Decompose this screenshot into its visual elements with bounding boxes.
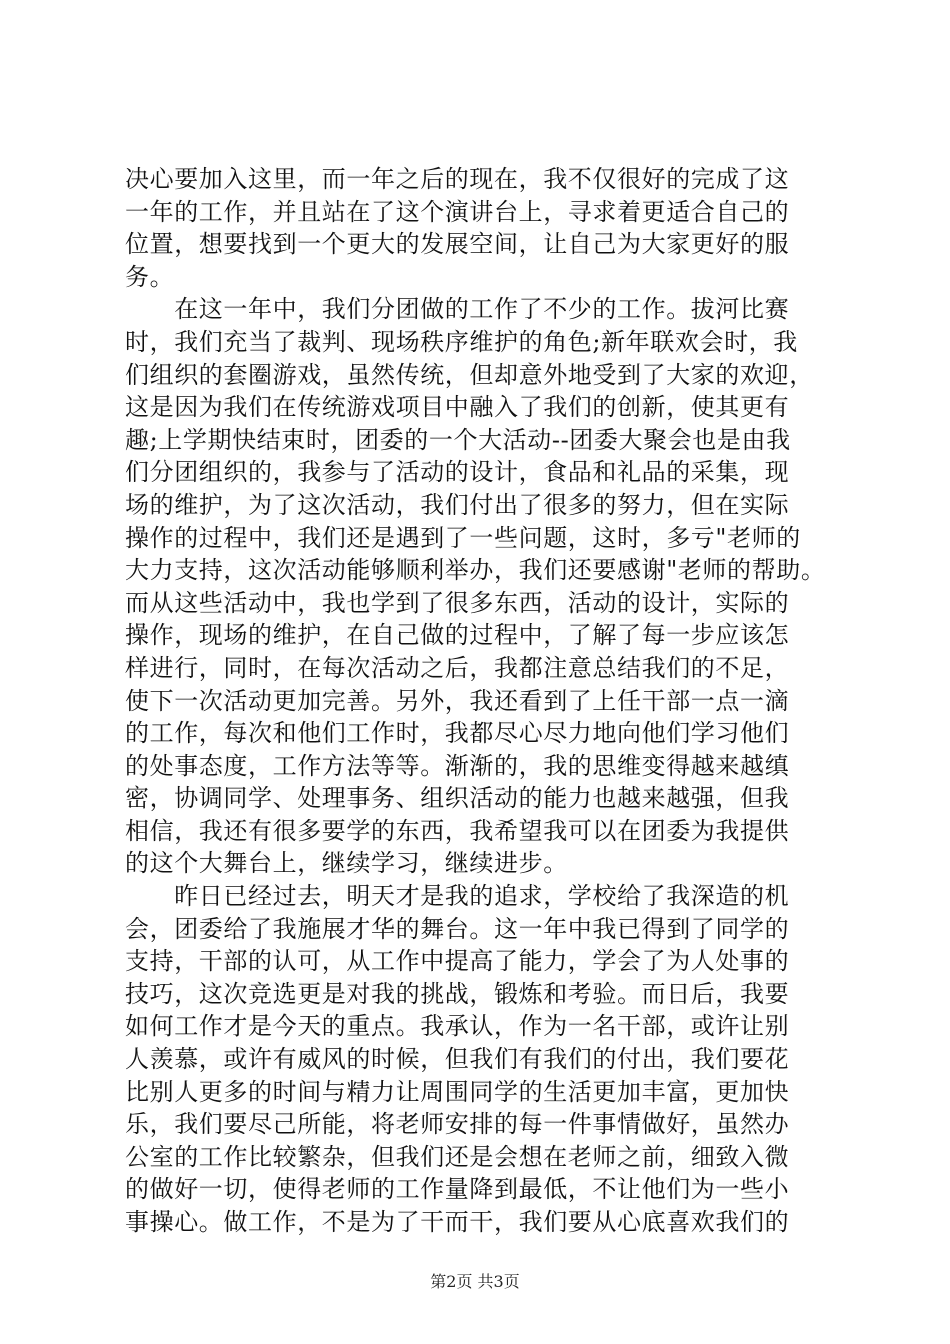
text-line: 操作，现场的维护，在自己做的过程中，了解了每一步应该怎 bbox=[125, 621, 790, 650]
text-line: 会，团委给了我施展才华的舞台。这一年中我已得到了同学的 bbox=[125, 914, 790, 943]
text-line: 在这一年中，我们分团做的工作了不少的工作。拔河比赛 bbox=[125, 295, 790, 324]
text-line: 的做好一切，使得老师的工作量降到最低，不让他们为一些小 bbox=[125, 1175, 790, 1204]
text-line: 们分团组织的，我参与了活动的设计，食品和礼品的采集，现 bbox=[125, 458, 790, 487]
text-line: 支持，干部的认可，从工作中提高了能力，学会了为人处事的 bbox=[125, 947, 790, 976]
text-line: 场的维护，为了这次活动，我们付出了很多的努力，但在实际 bbox=[125, 490, 790, 519]
text-line: 决心要加入这里，而一年之后的现在，我不仅很好的完成了这 bbox=[125, 165, 790, 193]
text-line: 技巧，这次竞选更是对我的挑战，锻炼和考验。而日后，我要 bbox=[125, 979, 790, 1008]
text-line: 样进行，同时，在每次活动之后，我都注意总结我们的不足， bbox=[125, 653, 790, 682]
text-line: 时，我们充当了裁判、现场秩序维护的角色;新年联欢会时，我 bbox=[125, 327, 798, 356]
text-line: 而从这些活动中，我也学到了很多东西，活动的设计，实际的 bbox=[125, 588, 790, 617]
text-line: 务。 bbox=[125, 262, 175, 291]
body-text bbox=[125, 163, 837, 1239]
text-line: 一年的工作，并且站在了这个演讲台上，寻求着更适合自己的 bbox=[125, 197, 790, 226]
text-line: 操作的过程中，我们还是遇到了一些问题，这时，多亏"老师的 bbox=[125, 523, 801, 552]
text-line: 的工作，每次和他们工作时，我都尽心尽力地向他们学习他们 bbox=[125, 719, 790, 748]
text-line: 使下一次活动更加完善。另外，我还看到了上任干部一点一滴 bbox=[125, 686, 790, 715]
text-line: 位置，想要找到一个更大的发展空间，让自己为大家更好的服 bbox=[125, 230, 790, 259]
text-line: 昨日已经过去，明天才是我的追求，学校给了我深造的机 bbox=[125, 882, 790, 911]
text-line: 人羡慕，或许有威风的时候，但我们有我们的付出，我们要花 bbox=[125, 1045, 790, 1074]
text-line: 趣;上学期快结束时，团委的一个大活动--团委大聚会也是由我 bbox=[125, 425, 791, 454]
text-line: 公室的工作比较繁杂，但我们还是会想在老师之前，细致入微 bbox=[125, 1142, 790, 1171]
text-line: 的处事态度，工作方法等等。渐渐的，我的思维变得越来越缜 bbox=[125, 751, 790, 780]
text-line: 事操心。做工作，不是为了干而干，我们要从心底喜欢我们的 bbox=[125, 1208, 790, 1236]
text-line: 们组织的套圈游戏，虽然传统，但却意外地受到了大家的欢迎， bbox=[125, 360, 814, 389]
text-line: 乐，我们要尽己所能，将老师安排的每一件事情做好，虽然办 bbox=[125, 1110, 790, 1139]
text-line: 如何工作才是今天的重点。我承认，作为一名干部，或许让别 bbox=[125, 1012, 790, 1041]
text-line: 这是因为我们在传统游戏项目中融入了我们的创新，使其更有 bbox=[125, 393, 790, 422]
text-line: 大力支持，这次活动能够顺利举办，我们还要感谢"老师的帮助。 bbox=[125, 556, 826, 585]
text-line: 的这个大舞台上，继续学习，继续进步。 bbox=[125, 849, 568, 878]
text-line: 比别人更多的时间与精力让周围同学的生活更加丰富，更加快 bbox=[125, 1077, 790, 1106]
page-number-footer: 第2页 共3页 bbox=[430, 1272, 520, 1291]
text-line: 相信，我还有很多要学的东西，我希望我可以在团委为我提供 bbox=[125, 816, 790, 845]
text-line: 密，协调同学、处理事务、组织活动的能力也越来越强，但我 bbox=[125, 784, 790, 813]
